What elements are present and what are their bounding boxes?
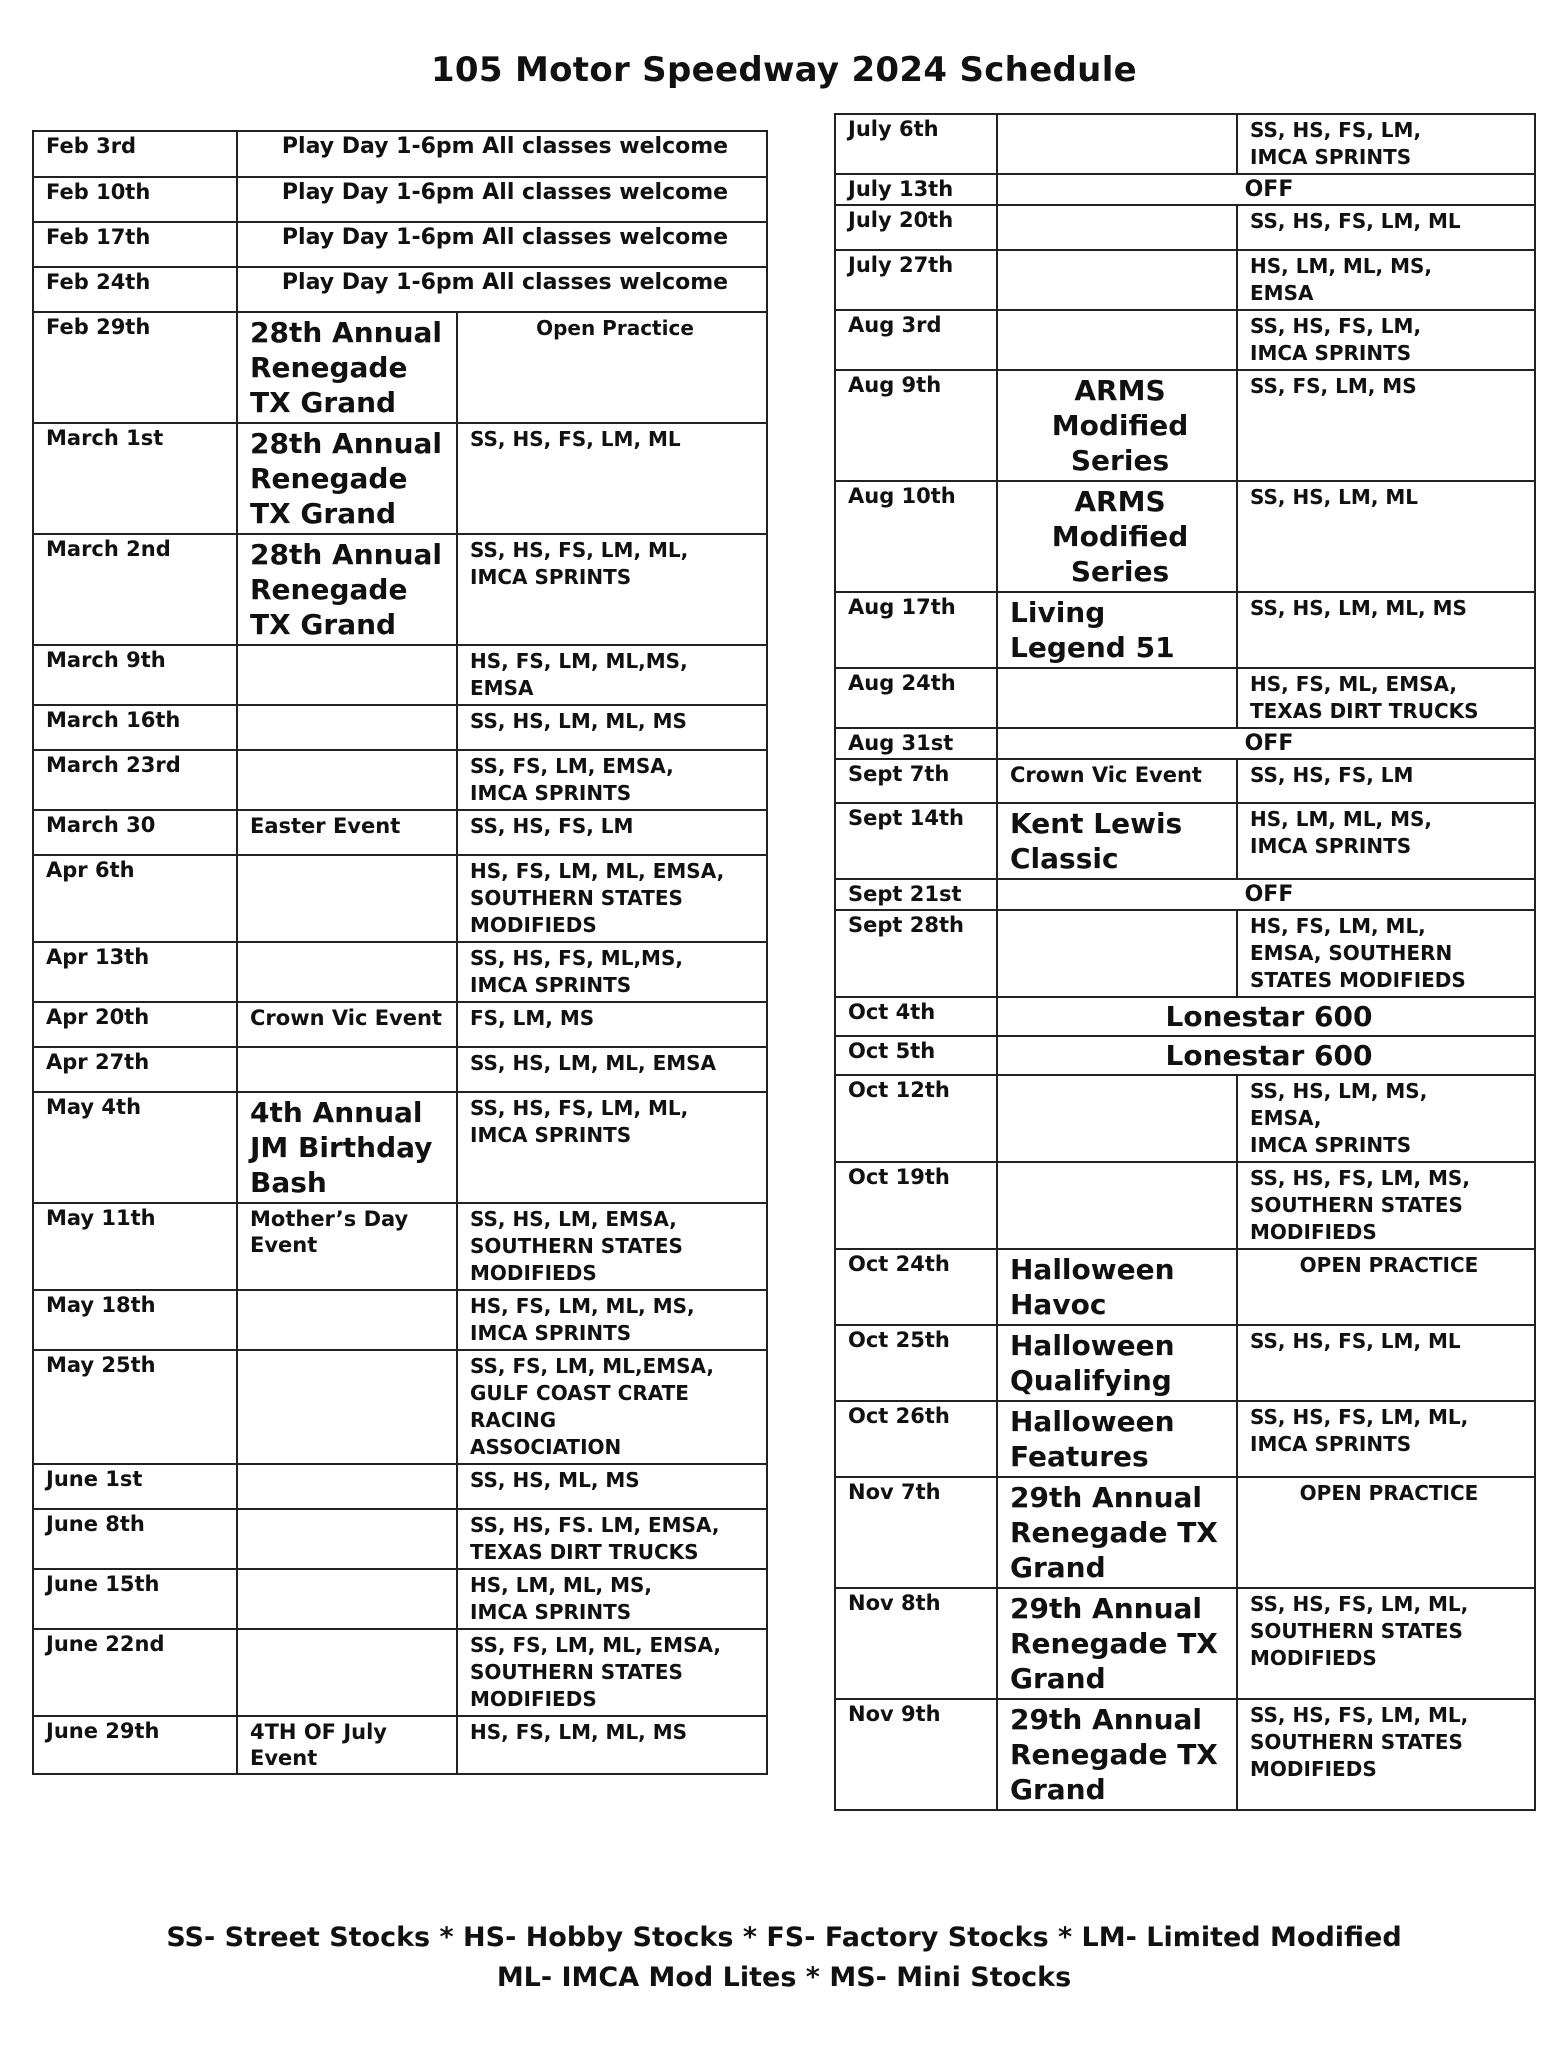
race-classes: HS, LM, ML, MS, EMSA: [1237, 250, 1535, 310]
schedule-row: [835, 1162, 1535, 1249]
race-date: June 1st: [33, 1464, 237, 1509]
race-classes: SS, HS, FS, ML,MS, IMCA SPRINTS: [457, 942, 767, 1002]
schedule-row: [835, 728, 1535, 759]
race-classes: SS, HS, FS, LM, ML: [1237, 1325, 1535, 1401]
schedule-row: [835, 1075, 1535, 1162]
schedule-row: [835, 879, 1535, 910]
full-day-event: Lonestar 600: [997, 1036, 1535, 1075]
race-date: March 9th: [33, 645, 237, 705]
schedule-row: [33, 1569, 767, 1629]
race-date: June 15th: [33, 1569, 237, 1629]
race-date: Aug 24th: [835, 668, 997, 728]
race-classes: SS, HS, FS, LM, ML, SOUTHERN STATES MODIFIEDS: [1237, 1699, 1535, 1810]
race-date: Oct 26th: [835, 1401, 997, 1477]
schedule-row: [835, 1477, 1535, 1588]
race-date: March 30: [33, 810, 237, 855]
schedule-row: [33, 1629, 767, 1716]
event-name: 29th Annual Renegade TX Grand: [997, 1588, 1237, 1699]
event-name: 28th Annual Renegade TX Grand: [237, 312, 457, 423]
full-day-event: Play Day 1-6pm All classes welcome: [237, 267, 767, 312]
race-date: July 27th: [835, 250, 997, 310]
race-classes: SS, HS, LM, ML, MS: [1237, 592, 1535, 668]
schedule-row: [33, 1002, 767, 1047]
event-name: [237, 855, 457, 942]
schedule-row: [835, 114, 1535, 174]
event-name: [237, 645, 457, 705]
race-date: Sept 21st: [835, 879, 997, 910]
race-classes: HS, LM, ML, MS, IMCA SPRINTS: [1237, 803, 1535, 879]
class-legend: [0, 1918, 1568, 1998]
race-classes: SS, HS, LM, ML: [1237, 481, 1535, 592]
race-date: Apr 6th: [33, 855, 237, 942]
event-name: [237, 1290, 457, 1350]
race-classes: HS, FS, LM, ML, EMSA, SOUTHERN STATES MODIFIEDS: [1237, 910, 1535, 997]
full-day-event: Play Day 1-6pm All classes welcome: [237, 222, 767, 267]
race-classes: SS, HS, FS, LM: [457, 810, 767, 855]
schedule-row: [835, 759, 1535, 803]
race-date: June 29th: [33, 1716, 237, 1774]
event-name: Easter Event: [237, 810, 457, 855]
race-date: May 18th: [33, 1290, 237, 1350]
race-date: Feb 29th: [33, 312, 237, 423]
event-name: Halloween Features: [997, 1401, 1237, 1477]
race-date: Sept 14th: [835, 803, 997, 879]
schedule-row: [33, 750, 767, 810]
event-name: [237, 1350, 457, 1464]
legend-line-1: SS- Street Stocks * HS- Hobby Stocks * FS- Factory Stocks * LM- Limited Modified: [166, 1922, 1402, 1953]
race-date: Aug 3rd: [835, 310, 997, 370]
race-date: Sept 7th: [835, 759, 997, 803]
event-name: [237, 705, 457, 750]
race-date: June 8th: [33, 1509, 237, 1569]
schedule-row: [33, 312, 767, 423]
race-date: July 20th: [835, 205, 997, 250]
race-classes: SS, FS, LM, MS: [1237, 370, 1535, 481]
schedule-table-left: [32, 130, 768, 1775]
event-name: ARMS Modified Series: [997, 481, 1237, 592]
race-date: Nov 8th: [835, 1588, 997, 1699]
schedule-row: [33, 1464, 767, 1509]
event-name: 29th Annual Renegade TX Grand: [997, 1699, 1237, 1810]
event-name: ARMS Modified Series: [997, 370, 1237, 481]
event-name: Crown Vic Event: [237, 1002, 457, 1047]
schedule-row: [835, 370, 1535, 481]
race-date: Aug 31st: [835, 728, 997, 759]
schedule-row: [835, 997, 1535, 1036]
race-classes: SS, HS, FS, LM: [1237, 759, 1535, 803]
race-classes: HS, FS, LM, ML,MS, EMSA: [457, 645, 767, 705]
race-date: Oct 5th: [835, 1036, 997, 1075]
event-name: 4TH OF July Event: [237, 1716, 457, 1774]
race-classes: SS, FS, LM, EMSA, IMCA SPRINTS: [457, 750, 767, 810]
schedule-row: [835, 1588, 1535, 1699]
schedule-row: [33, 1716, 767, 1774]
schedule-row: [33, 942, 767, 1002]
event-name: [237, 750, 457, 810]
race-classes: SS, FS, LM, ML,EMSA, GULF COAST CRATE RACING ASSOCIATION: [457, 1350, 767, 1464]
event-name: Mother’s Day Event: [237, 1203, 457, 1290]
schedule-row: [33, 267, 767, 312]
race-date: Apr 27th: [33, 1047, 237, 1092]
schedule-row: [33, 1509, 767, 1569]
race-classes: HS, FS, LM, ML, EMSA, SOUTHERN STATES MODIFIEDS: [457, 855, 767, 942]
race-date: Feb 17th: [33, 222, 237, 267]
race-classes: SS, HS, LM, MS, EMSA, IMCA SPRINTS: [1237, 1075, 1535, 1162]
race-classes: OPEN PRACTICE: [1237, 1477, 1535, 1588]
schedule-row: [33, 534, 767, 645]
schedule-row: [835, 250, 1535, 310]
event-name: 4th Annual JM Birthday Bash: [237, 1092, 457, 1203]
schedule-row: [835, 1036, 1535, 1075]
schedule-row: [835, 310, 1535, 370]
race-classes: FS, LM, MS: [457, 1002, 767, 1047]
race-date: Nov 9th: [835, 1699, 997, 1810]
schedule-row: [835, 1325, 1535, 1401]
schedule-row: [33, 1290, 767, 1350]
event-name: [237, 1569, 457, 1629]
race-classes: SS, HS, FS. LM, EMSA, TEXAS DIRT TRUCKS: [457, 1509, 767, 1569]
schedule-row: [835, 1699, 1535, 1810]
schedule-row: [835, 174, 1535, 205]
schedule-row: [33, 1203, 767, 1290]
event-name: 28th Annual Renegade TX Grand: [237, 534, 457, 645]
race-date: Feb 3rd: [33, 131, 237, 177]
schedule-row: [33, 1047, 767, 1092]
race-classes: SS, HS, FS, LM, ML, IMCA SPRINTS: [457, 1092, 767, 1203]
race-classes: SS, HS, FS, LM, MS, SOUTHERN STATES MODIFIEDS: [1237, 1162, 1535, 1249]
race-date: March 1st: [33, 423, 237, 534]
schedule-row: [33, 855, 767, 942]
race-classes: SS, HS, FS, LM, ML: [457, 423, 767, 534]
event-name: [237, 1047, 457, 1092]
event-name: [997, 668, 1237, 728]
race-date: Aug 10th: [835, 481, 997, 592]
event-name: 29th Annual Renegade TX Grand: [997, 1477, 1237, 1588]
event-name: [237, 942, 457, 1002]
schedule-row: [835, 205, 1535, 250]
race-date: May 11th: [33, 1203, 237, 1290]
race-date: Oct 25th: [835, 1325, 997, 1401]
legend-line-2: ML- IMCA Mod Lites * MS- Mini Stocks: [496, 1962, 1072, 1993]
schedule-row: [835, 910, 1535, 997]
schedule-row: [33, 705, 767, 750]
race-classes: SS, FS, LM, ML, EMSA, SOUTHERN STATES MODIFIEDS: [457, 1629, 767, 1716]
race-classes: SS, HS, FS, LM, IMCA SPRINTS: [1237, 114, 1535, 174]
race-date: Aug 17th: [835, 592, 997, 668]
race-date: July 6th: [835, 114, 997, 174]
race-classes: HS, FS, LM, ML, MS, IMCA SPRINTS: [457, 1290, 767, 1350]
race-date: Oct 24th: [835, 1249, 997, 1325]
schedule-row: [33, 222, 767, 267]
event-name: 28th Annual Renegade TX Grand: [237, 423, 457, 534]
schedule-row: [835, 803, 1535, 879]
schedule-row: [33, 177, 767, 222]
schedule-row: [33, 1350, 767, 1464]
race-date: Apr 20th: [33, 1002, 237, 1047]
event-name: Halloween Havoc: [997, 1249, 1237, 1325]
race-classes: OPEN PRACTICE: [1237, 1249, 1535, 1325]
race-date: Oct 19th: [835, 1162, 997, 1249]
event-name: [237, 1629, 457, 1716]
race-date: March 2nd: [33, 534, 237, 645]
race-date: March 23rd: [33, 750, 237, 810]
page-title: 105 Motor Speedway 2024 Schedule: [430, 50, 1138, 90]
race-date: Oct 4th: [835, 997, 997, 1036]
event-name: [997, 1162, 1237, 1249]
race-classes: Open Practice: [457, 312, 767, 423]
full-day-event: OFF: [997, 728, 1535, 759]
race-date: Aug 9th: [835, 370, 997, 481]
race-date: Nov 7th: [835, 1477, 997, 1588]
race-date: Oct 12th: [835, 1075, 997, 1162]
race-classes: SS, HS, FS, LM, ML, IMCA SPRINTS: [457, 534, 767, 645]
schedule-row: [33, 645, 767, 705]
schedule-row: [835, 1401, 1535, 1477]
event-name: [997, 205, 1237, 250]
race-date: July 13th: [835, 174, 997, 205]
event-name: Living Legend 51: [997, 592, 1237, 668]
event-name: [237, 1509, 457, 1569]
race-classes: SS, HS, LM, ML, EMSA: [457, 1047, 767, 1092]
race-date: March 16th: [33, 705, 237, 750]
schedule-table-right: [834, 113, 1536, 1811]
event-name: Halloween Qualifying: [997, 1325, 1237, 1401]
race-date: Feb 24th: [33, 267, 237, 312]
event-name: [997, 310, 1237, 370]
race-classes: SS, HS, FS, LM, ML: [1237, 205, 1535, 250]
race-classes: HS, FS, ML, EMSA, TEXAS DIRT TRUCKS: [1237, 668, 1535, 728]
full-day-event: Play Day 1-6pm All classes welcome: [237, 177, 767, 222]
full-day-event: OFF: [997, 879, 1535, 910]
schedule-row: [33, 1092, 767, 1203]
schedule-row: [33, 810, 767, 855]
schedule-row: [835, 1249, 1535, 1325]
event-name: [997, 910, 1237, 997]
schedule-row: [33, 423, 767, 534]
race-classes: SS, HS, FS, LM, ML, SOUTHERN STATES MODIFIEDS: [1237, 1588, 1535, 1699]
schedule-row: [835, 592, 1535, 668]
schedule-row: [33, 131, 767, 177]
race-date: Sept 28th: [835, 910, 997, 997]
schedule-row: [835, 668, 1535, 728]
race-classes: SS, HS, ML, MS: [457, 1464, 767, 1509]
event-name: [237, 1464, 457, 1509]
schedule-row: [835, 481, 1535, 592]
race-date: May 4th: [33, 1092, 237, 1203]
event-name: [997, 114, 1237, 174]
event-name: Kent Lewis Classic: [997, 803, 1237, 879]
event-name: Crown Vic Event: [997, 759, 1237, 803]
event-name: [997, 250, 1237, 310]
full-day-event: OFF: [997, 174, 1535, 205]
race-classes: HS, LM, ML, MS, IMCA SPRINTS: [457, 1569, 767, 1629]
race-classes: HS, FS, LM, ML, MS: [457, 1716, 767, 1774]
race-classes: SS, HS, LM, EMSA, SOUTHERN STATES MODIFIEDS: [457, 1203, 767, 1290]
race-date: Apr 13th: [33, 942, 237, 1002]
race-date: Feb 10th: [33, 177, 237, 222]
full-day-event: Play Day 1-6pm All classes welcome: [237, 131, 767, 177]
race-classes: SS, HS, LM, ML, MS: [457, 705, 767, 750]
event-name: [997, 1075, 1237, 1162]
race-date: June 22nd: [33, 1629, 237, 1716]
race-classes: SS, HS, FS, LM, ML, IMCA SPRINTS: [1237, 1401, 1535, 1477]
race-date: May 25th: [33, 1350, 237, 1464]
full-day-event: Lonestar 600: [997, 997, 1535, 1036]
race-classes: SS, HS, FS, LM, IMCA SPRINTS: [1237, 310, 1535, 370]
